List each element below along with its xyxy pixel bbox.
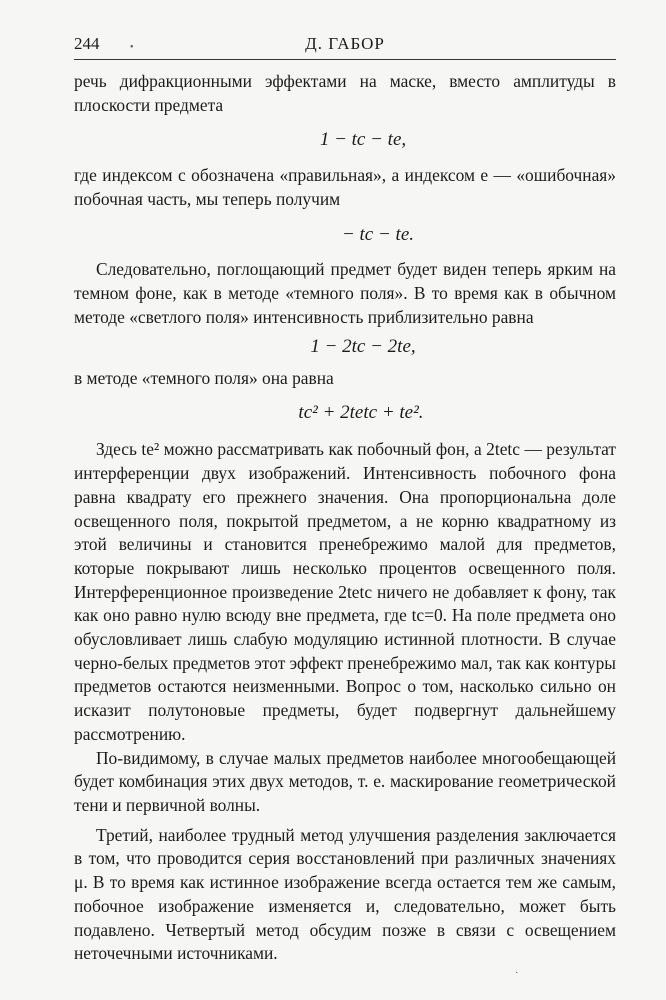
print-speck: • [130, 42, 134, 53]
page-body [74, 70, 616, 966]
page-number: 244 [74, 34, 100, 53]
formula-3: 1 − 2tc − 2te, [310, 336, 416, 358]
paragraph-1: речь дифракционными эффектами на маске, вместо амплитуды в плоскости предмета [74, 71, 616, 115]
formula-1: 1 − tc − te, [319, 129, 407, 151]
paragraph-5: Здесь te² можно рассматривать как побочный фон, а 2tetc — результат интерференции двух изображений. Интенсивность побочного фона равна квадрату его прежнего значения. Она пропорциональна доле освещенного поля, покрытой предметом, а не корню квадратному из этой величины и становится пренебрежимо малой для предметов, которые покрывают лишь несколько процентов освещенного поля. Интерференционное произведение 2tetc ничего не добавляет к фону, так как оно равно нулю всюду вне предмета, где tc=0. На поле предмета оно обусловливает лишь слабую модуляцию истинной плотности. В случае черно-белых предметов этот эффект пренебрежимо мал, так как контуры предметов остаются неизменными. Вопрос о том, насколько сильно он исказит полутоновые предметы, будет подвергнут дальнейшему рассмотрению. [74, 439, 616, 744]
print-speck: · [515, 968, 519, 979]
formula-2: − tc − te. [341, 223, 415, 245]
running-head: Д. ГАБОР [305, 34, 385, 53]
page-header [74, 34, 616, 58]
paragraph-6: По-видимому, в случае малых предметов наиболее многообещающей будет комбинация этих двух методов, т. е. маскирование геометрической тени и первичной волны. [74, 747, 616, 815]
header-rule [74, 59, 616, 60]
paragraph-4: в методе «темного поля» она равна [74, 368, 334, 389]
formula-4: tc² + 2tetc + te². [298, 401, 424, 423]
paragraph-3: Следовательно, поглощающий предмет будет виден теперь ярким на темном фоне, как в методе «темного поля». В то время как в обычном методе «светлого поля» интенсивность приблизительно равна [74, 259, 616, 327]
paragraph-7: Третий, наиболее трудный метод улучшения разделения заключается в том, что проводится серия восстановлений при различных значениях μ. В то время как истинное изображение всегда остается тем же самым, побочное изображение изменяется и, следовательно, может быть подавлено. Четвертый метод обсудим позже в связи с освещением неточечными источниками. [74, 824, 616, 964]
paragraph-2: где индексом c обозначена «правильная», а индексом e — «ошибочная» побочная часть, мы теперь получим [74, 165, 616, 209]
